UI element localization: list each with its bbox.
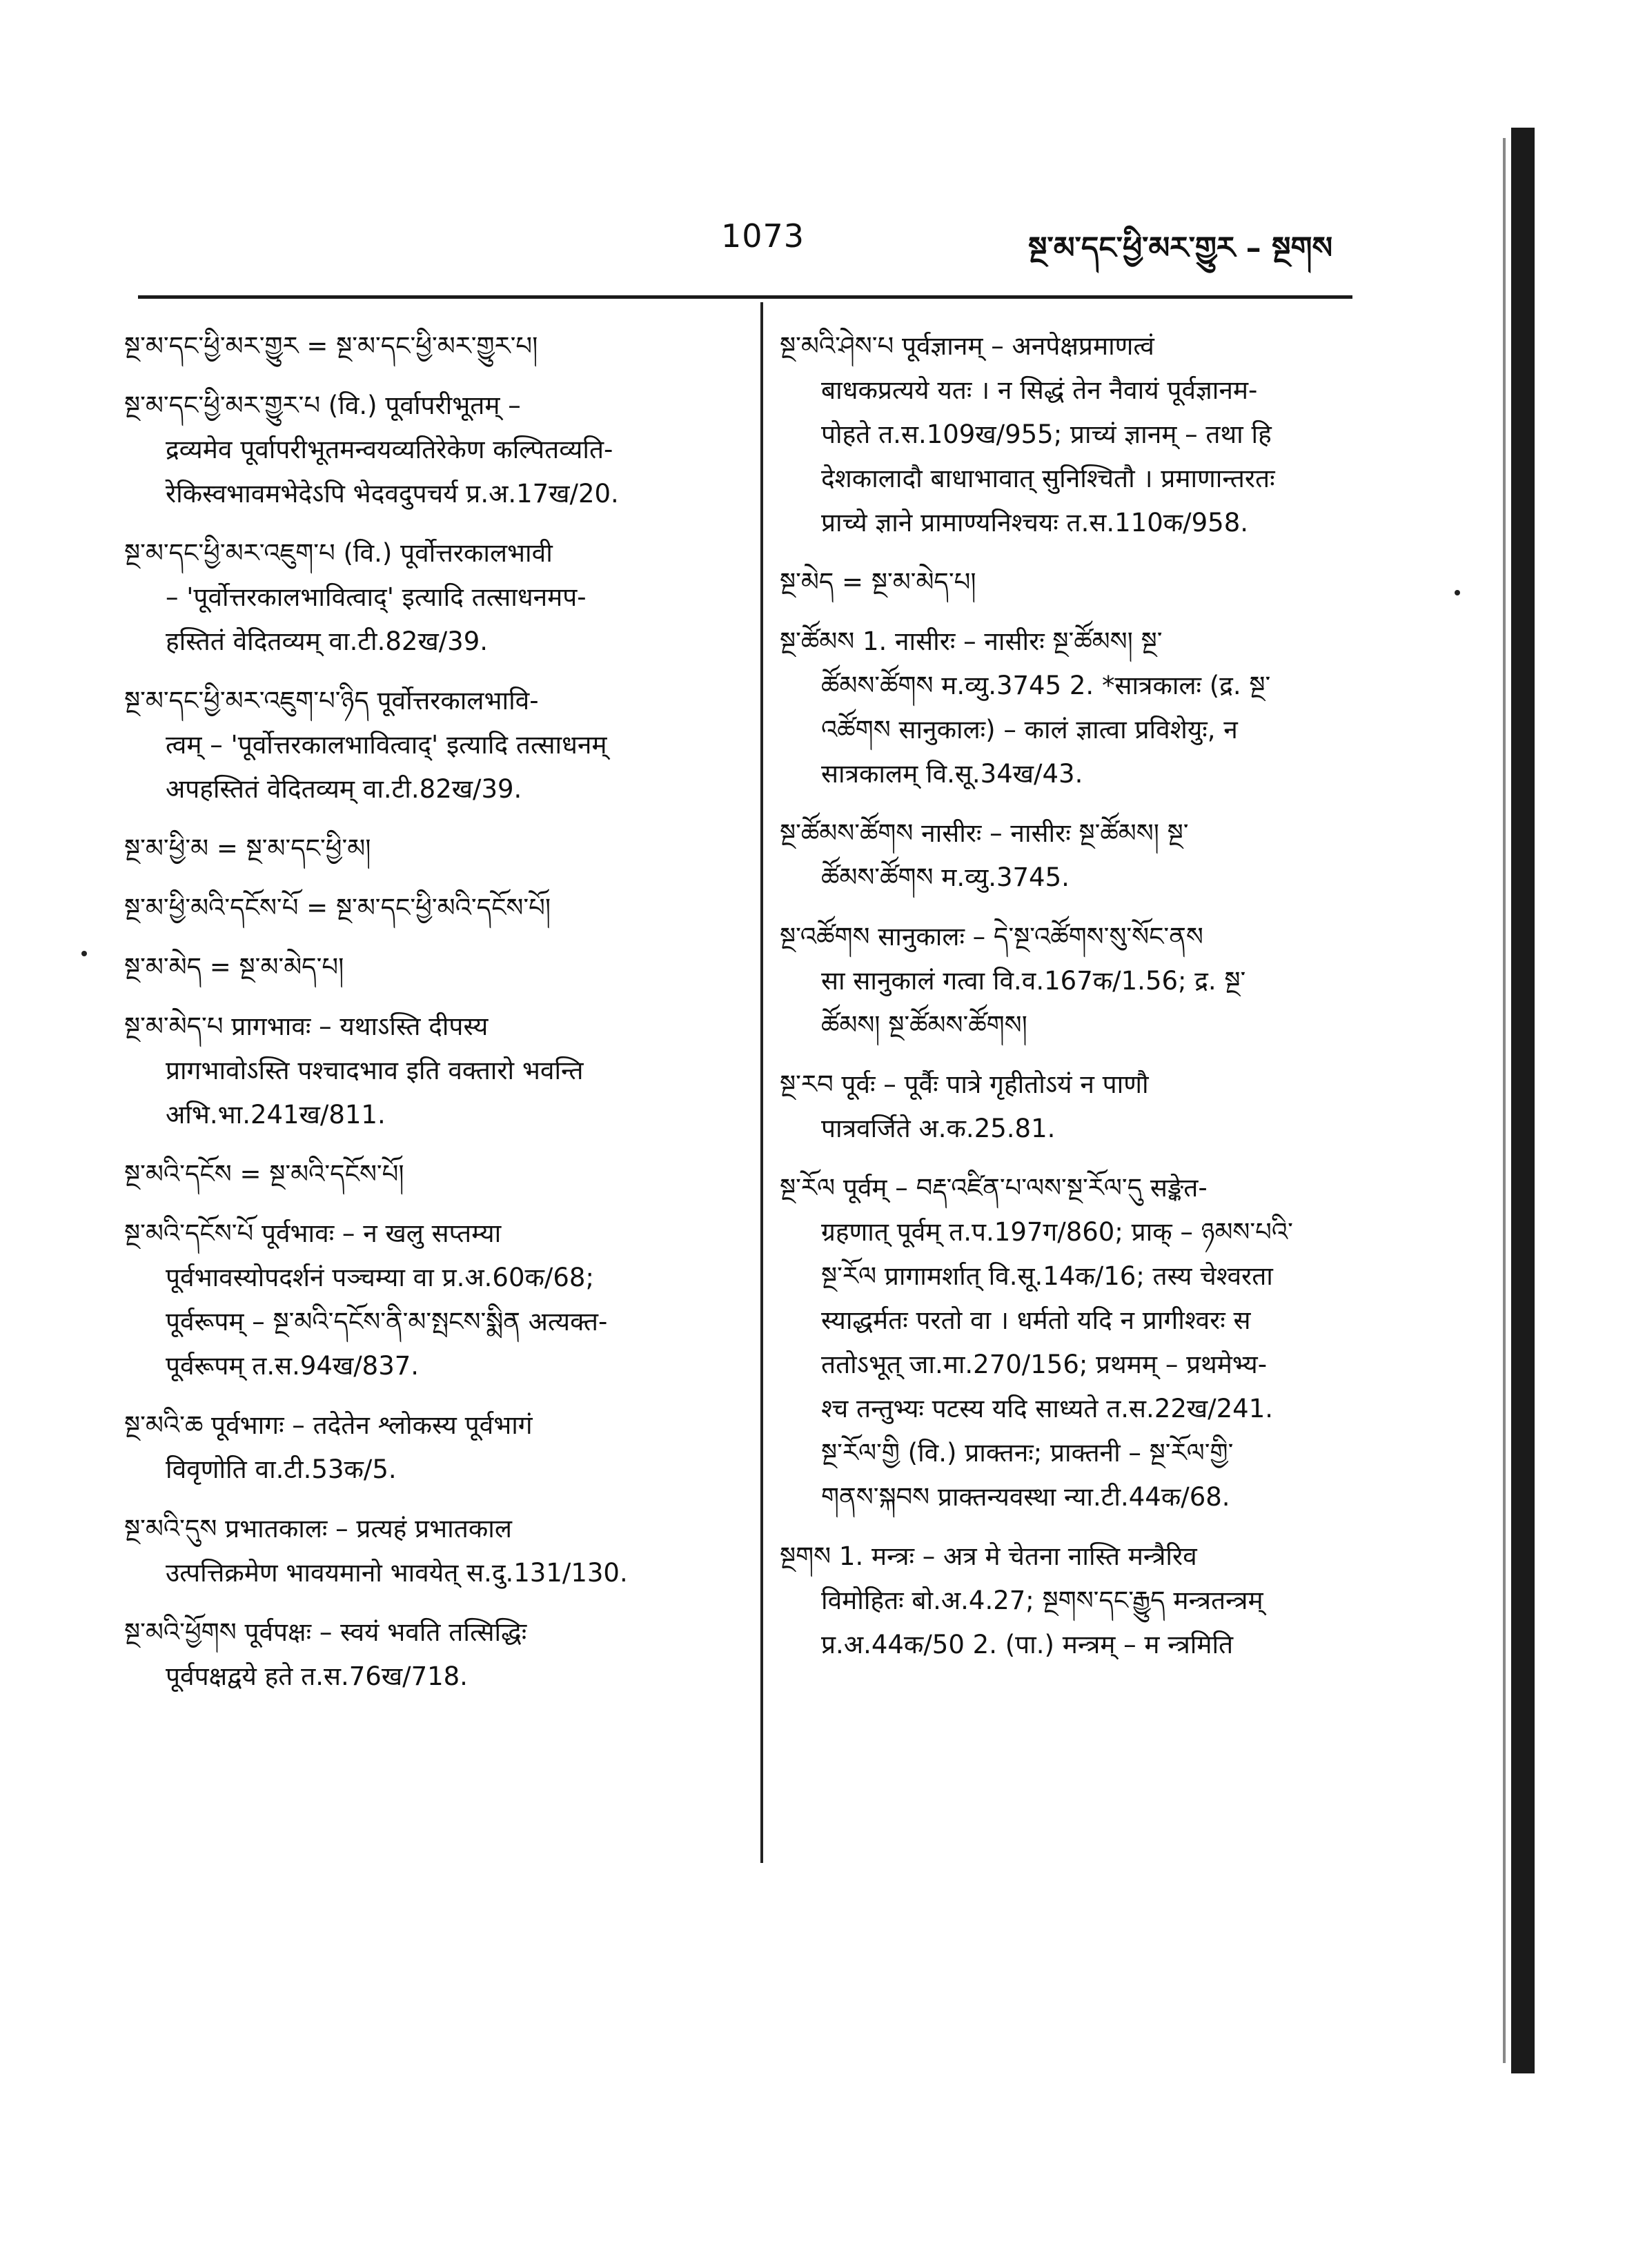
entry-text-line: द्रव्यमेव पूर्वापरीभूतमन्वयव्यतिरेकेण कल्पितव्यति- [166,435,613,464]
dictionary-entry [124,679,742,811]
entry-text-line: पात्रवर्जिते अ.क.25.81. [821,1114,1056,1143]
entry-text-line: पोहते त.स.109ख/955; प्राच्यं ज्ञानम् – तथा हि [821,420,1272,449]
entry-headline: སྔ་མ་མེད = སྔ་མ་མེད་པ། [124,952,344,982]
entry-text-line: उत्पत्तिक्रमेण भावयमानो भावयेत् स.दु.131/130. [166,1558,628,1588]
right-column [780,324,1352,1682]
header-rule [138,295,1352,299]
dictionary-entry [124,945,742,989]
entry-text-line: सा सानुकालं गत्वा वि.व.167क/1.56; द्र. སྔ་ [821,966,1246,996]
entry-headline: སྔ་མ་དང་ཕྱི་མར་གྱུར = སྔ་མ་དང་ཕྱི་མར་གྱུར་པ། [124,331,538,361]
dictionary-entry [124,1507,742,1595]
entry-text-line: अभि.भा.241ख/811. [166,1100,386,1130]
entry-text-line: रेकिस्वभावमभेदेऽपि भेदवदुपचर्य प्र.अ.17ख/20. [166,479,619,509]
page-number: 1073 [721,217,805,255]
dictionary-entry [780,1535,1352,1667]
entry-text-line: देशकालादौ बाधाभावात् सुनिश्चितौ । प्रमाणान्तरतः [821,464,1275,493]
entry-text-line: श्च तन्तुभ्यः पटस्य यदि साध्यते त.स.22ख/241. [821,1394,1274,1423]
page-edge-bar [1511,128,1535,2073]
entry-text-line: प्रागभावोऽस्ति पश्चादभाव इति वक्तारो भवन्ति [166,1056,584,1085]
dictionary-entry [124,1005,742,1137]
entry-text-line: पूर्वपक्षद्वये हते त.स.76ख/718. [166,1661,468,1691]
dictionary-entry [780,560,1352,604]
entry-text-line: སྔ་རོལ་གྱི (वि.) प्राक्तनः; प्राक्तनी – སྔ་རོལ་གྱི་ [821,1438,1234,1468]
entry-text-line: सात्रकालम् वि.सू.34ख/43. [821,759,1083,789]
entry-text-line: स्याद्धर्मतः परतो वा । धर्मतो यदि न प्रागीश्वरः स [821,1305,1251,1335]
entry-text-line: पूर्वरूपम् त.स.94ख/837. [166,1351,420,1381]
entry-headline: སྔ་མ་མེད་པ प्रागभावः – यथाऽस्ति दीपस्य [124,1012,489,1041]
dictionary-entry [780,915,1352,1047]
entry-headline: སྔ་མ་དང་ཕྱི་མར་འཇུག་པ་ཉིད पूर्वोत्तरकालभावि- [124,686,539,716]
entry-headline: སྔ་ཚོམས 1. नासीरः – नासीरः སྔ་ཚོམས། སྔ་ [780,627,1163,656]
entry-text-line: ततोऽभूत् जा.मा.270/156; प्रथमम् – प्रथमेभ्य- [821,1350,1268,1379]
entry-text-line: विमोहितः बो.अ.4.27; སྔགས་དང་རྒྱུད मन्त्रतन्त्रम् [821,1586,1263,1615]
entry-headline: སྔ་རོལ पूर्वम् – བརྡ་འཛིན་པ་ལས་སྔ་རོལ་དུ सङ्केत- [780,1173,1208,1203]
entry-headline: སྔ་མའི་ཕྱོགས पूर्वपक्षः – स्वयं भवति तत्सिद्धिः [124,1617,527,1647]
dictionary-entry [780,1166,1352,1519]
entry-text-line: प्राच्ये ज्ञाने प्रामाण्यनिश्चयः त.स.110क/958. [821,508,1249,538]
entry-headline: སྔ་མའི་དངོས་པོ पूर्वभावः – न खलु सप्तम्या [124,1219,502,1248]
dictionary-entry [124,324,742,368]
dictionary-entry [124,384,742,516]
entry-text-line: प्र.अ.44क/50 2. (पा.) मन्त्रम् – म न्त्रमिति [821,1630,1234,1659]
dictionary-entry [780,620,1352,796]
entry-text-line: སྔ་རོལ प्रागामर्शात् वि.सू.14क/16; तस्य चेश्वरता [821,1261,1273,1291]
speck-mark [1455,590,1460,595]
page-edge-line [1503,138,1506,2063]
dictionary-entry [124,531,742,664]
entry-headline: སྔ་མེད = སྔ་མ་མེད་པ། [780,567,976,597]
dictionary-entry [124,1152,742,1196]
entry-headline: སྔ་ཚོམས་ཚོགས नासीरः – नासीरः སྔ་ཚོམས། སྔ་ [780,818,1189,848]
speck-mark [81,951,87,956]
entry-text-line: त्वम् – 'पूर्वोत्तरकालभावित्वाद्' इत्यादि तत्साधनम् [166,730,607,760]
entry-headline: སྔ་མ་ཕྱི་མ = སྔ་མ་དང་ཕྱི་མ། [124,834,371,863]
entry-text-line: ग्रहणात् पूर्वम् त.प.197ग/860; प्राक् – ཉམས་པའི་ [821,1217,1293,1247]
entry-text-line: पूर्वरूपम् – སྔ་མའི་དངོས་ནི་མ་སྤངས་སྨིན अत्यक्त- [166,1307,608,1337]
column-divider [760,302,763,1863]
entry-text-line: ཚོམས་ཚོགས म.व्यु.3745 2. *सात्रकालः (द्र. སྔ་ [821,671,1271,700]
entry-text-line: पूर्वभावस्योपदर्शनं पञ्चम्या वा प्र.अ.60क/68; [166,1263,594,1292]
dictionary-entry [124,1212,742,1388]
entry-text-line: འཚོགས सानुकालः) – कालं ज्ञात्वा प्रविशेयुः, न [821,715,1238,745]
entry-headline: སྔགས 1. मन्त्रः – अत्र मे चेतना नास्ति मन्त्रैरिव [780,1541,1197,1571]
entry-headline: སྔ་མ་ཕྱི་མའི་དངོས་པོ = སྔ་མ་དང་ཕྱི་མའི་དངོས་པོ། [124,893,551,923]
dictionary-entry [780,324,1352,545]
entry-headline: སྔ་རབ पूर्वः – पूर्वैः पात्रे गृहीतोऽयं न पाणौ [780,1069,1149,1099]
dictionary-entry [780,811,1352,900]
dictionary-entry [124,886,742,930]
entry-text-line: विवृणोति वा.टी.53क/5. [166,1455,397,1484]
dictionary-entry [124,827,742,871]
dictionary-entry [124,1403,742,1492]
entry-headline: སྔ་མ་དང་ཕྱི་མར་གྱུར་པ (वि.) पूर्वापरीभूतम् – [124,391,521,420]
entry-headline: སྔ་མའི་དངོས = སྔ་མའི་དངོས་པོ། [124,1159,404,1189]
entry-headline: སྔ་མའི་དུས प्रभातकालः – प्रत्यहं प्रभातकाल [124,1514,512,1544]
entry-text-line: – 'पूर्वोत्तरकालभावित्वाद्' इत्यादि तत्साधनमप- [166,582,587,612]
entry-text-line: बाधकप्रत्यये यतः । न सिद्धं तेन नैवायं पूर्वज्ञानम- [821,375,1258,405]
entry-text-line: ཚོམས། སྔ་ཚོམས་ཚོགས། [821,1010,1027,1040]
entry-text-line: हस्तितं वेदितव्यम् वा.टी.82ख/39. [166,627,489,656]
running-head: སྔ་མ་དང་ཕྱི་མར་གྱུར – སྔགས [1028,230,1333,266]
dictionary-entry [124,1610,742,1699]
entry-text-line: ཚོམས་ཚོགས म.व्यु.3745. [821,862,1070,892]
entry-headline: སྔ་མའི་ཆ पूर्वभागः – तदेतेन श्लोकस्य पूर्वभागं [124,1410,533,1440]
entry-headline: སྔ་མ་དང་ཕྱི་མར་འཇུག་པ (वि.) पूर्वोत्तरकालभावी [124,538,553,568]
entry-text-line: གནས་སྐབས प्राक्तन्यवस्था न्या.टी.44क/68. [821,1482,1230,1512]
entry-text-line: अपहस्तितं वेदितव्यम् वा.टी.82ख/39. [166,774,522,804]
dictionary-entry [780,1063,1352,1151]
left-column [124,324,742,1714]
entry-headline: སྔ་འཚོགས सानुकालः – དེ་སྔ་འཚོགས་སུ་སོང་ནས [780,922,1203,951]
entry-headline: སྔ་མའི་ཤེས་པ पूर्वज्ञानम् – अनपेक्षप्रमाणत्वं [780,331,1154,361]
